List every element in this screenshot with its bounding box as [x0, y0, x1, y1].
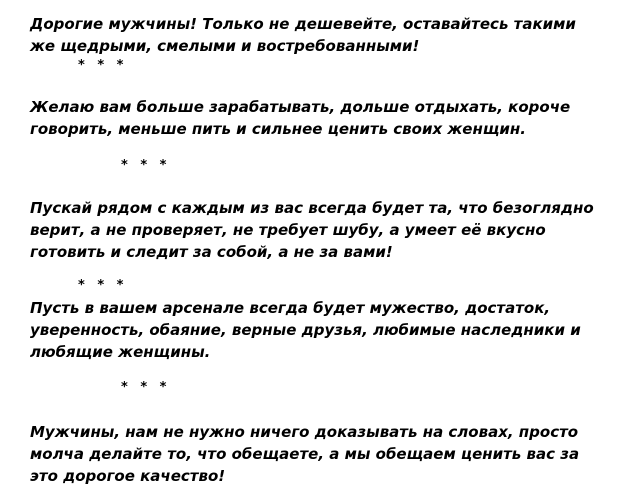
paragraph-4-line-2: уверенность, обаяние, верные друзья, любимые наследники и	[30, 321, 581, 339]
paragraph-5-line-3: это дорогое качество!	[30, 467, 226, 485]
paragraph-3-line-2: верит, а не проверяет, не требует шубу, а умеет её вкусно	[30, 221, 546, 239]
paragraph-3-line-3: готовить и следит за собой, а не за вами!	[30, 243, 393, 261]
paragraph-2-line-1: Желаю вам больше зарабатывать, дольше отдыхать, короче	[30, 98, 571, 116]
paragraph-4-line-1: Пусть в вашем арсенале всегда будет мужество, достаток,	[30, 299, 551, 317]
paragraph-5-line-2: молча делайте то, что обещаете, а мы обещаем ценить вас за	[30, 445, 580, 463]
separator-3: * * *	[78, 278, 128, 293]
separator-1: * * *	[78, 58, 128, 73]
paragraph-5-line-1: Мужчины, нам не нужно ничего доказывать на словах, просто	[30, 423, 579, 441]
paragraph-1-line-2: же щедрыми, смелыми и востребованными!	[30, 37, 420, 55]
paragraph-3-line-1: Пускай рядом с каждым из вас всегда будет та, что безоглядно	[30, 199, 594, 217]
separator-4: * * *	[121, 380, 171, 395]
paragraph-2-line-2: говорить, меньше пить и сильнее ценить своих женщин.	[30, 120, 526, 138]
separator-2: * * *	[121, 158, 171, 173]
paragraph-4-line-3: любящие женщины.	[30, 343, 211, 361]
paragraph-1-line-1: Дорогие мужчины! Только не дешевейте, оставайтесь такими	[30, 15, 576, 33]
